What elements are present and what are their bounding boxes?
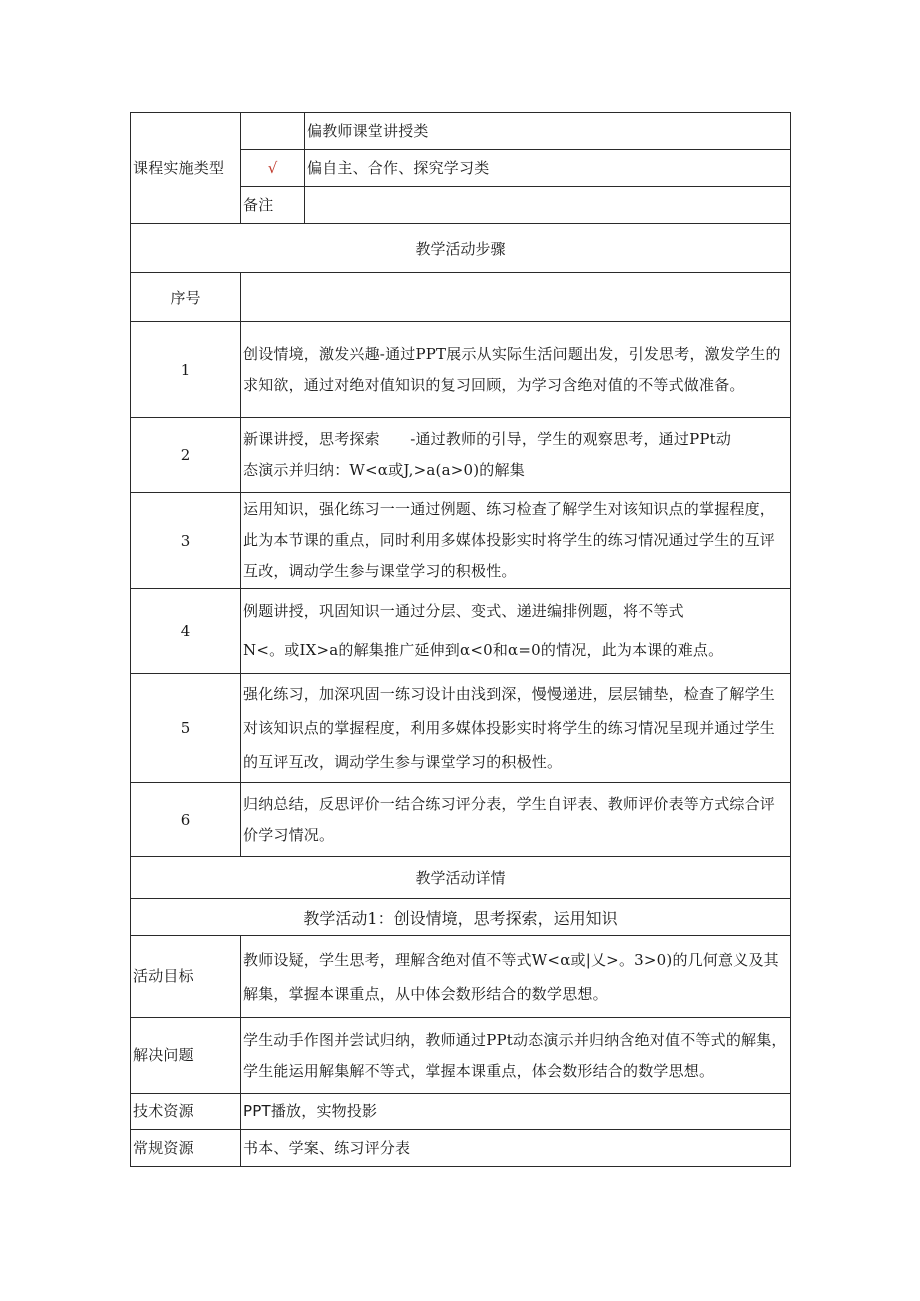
remark-label: 备注 bbox=[241, 187, 305, 224]
detail-label: 技术资源 bbox=[131, 1094, 241, 1130]
step-row bbox=[131, 322, 791, 418]
detail-label: 常规资源 bbox=[131, 1130, 241, 1167]
step-row bbox=[131, 418, 791, 493]
impl-option-1-mark bbox=[241, 113, 305, 150]
step-number: 6 bbox=[131, 783, 241, 857]
step-number: 5 bbox=[131, 674, 241, 783]
steps-title-row bbox=[131, 224, 791, 273]
impl-option-2-mark: √ bbox=[241, 150, 305, 187]
details-title: 教学活动详情 bbox=[131, 857, 791, 899]
detail-text: PPT播放，实物投影 bbox=[241, 1094, 791, 1130]
detail-text: 书本、学案、练习评分表 bbox=[241, 1130, 791, 1167]
step-text bbox=[241, 589, 791, 674]
step-text-line: 例题讲授，巩固知识一通过分层、变式、递进编排例题，将不等式 bbox=[243, 602, 684, 620]
details-title-row bbox=[131, 857, 791, 899]
impl-option-2-text: 偏自主、合作、探究学习类 bbox=[305, 150, 791, 187]
step-text bbox=[241, 418, 791, 493]
step-text: 归纳总结，反思评价一结合练习评分表，学生自评表、教师评价表等方式综合评价学习情况。 bbox=[241, 783, 791, 857]
impl-label: 课程实施类型 bbox=[131, 113, 241, 224]
step-number: 3 bbox=[131, 493, 241, 589]
impl-row-1 bbox=[131, 113, 791, 150]
step-row bbox=[131, 493, 791, 589]
step-row bbox=[131, 783, 791, 857]
detail-row bbox=[131, 1094, 791, 1130]
activity-title: 教学活动1：创设情境，思考探索，运用知识 bbox=[131, 899, 791, 936]
step-text-line: N<。或IX>a的解集推广延伸到α<0和α=0的情况，此为本课的难点。 bbox=[243, 641, 724, 659]
impl-option-1-text: 偏教师课堂讲授类 bbox=[305, 113, 791, 150]
detail-text: 学生动手作图并尝试归纳，教师通过PPt动态演示并归纳含绝对值不等式的解集，学生能运用解集解不等式，掌握本课重点，体会数形结合的数学思想。 bbox=[241, 1018, 791, 1094]
step-number: 1 bbox=[131, 322, 241, 418]
detail-label: 活动目标 bbox=[131, 936, 241, 1018]
step-row bbox=[131, 589, 791, 674]
step-number: 4 bbox=[131, 589, 241, 674]
detail-row bbox=[131, 1130, 791, 1167]
step-text: 强化练习，加深巩固一练习设计由浅到深，慢慢递进，层层铺垫，检查了解学生对该知识点的掌握程度，利用多媒体投影实时将学生的练习情况呈现并通过学生的互评互改，调动学生参与课堂学习的积极性。 bbox=[241, 674, 791, 783]
lesson-plan-table bbox=[130, 112, 791, 1167]
step-text-line: 新课讲授，思考探索 -通过教师的引导，学生的观察思考，通过PPt动 bbox=[243, 430, 732, 448]
index-header: 序号 bbox=[131, 273, 241, 322]
detail-row bbox=[131, 936, 791, 1018]
step-row bbox=[131, 674, 791, 783]
detail-label: 解决问题 bbox=[131, 1018, 241, 1094]
step-text: 创设情境，激发兴趣-通过PPT展示从实际生活问题出发，引发思考，激发学生的求知欲，通过对绝对值知识的复习回顾，为学习含绝对值的不等式做准备。 bbox=[241, 322, 791, 418]
step-text-line: 态演示并归纳：W<α或J,>a(a>0)的解集 bbox=[243, 461, 525, 479]
step-text: 运用知识，强化练习一一通过例题、练习检查了解学生对该知识点的掌握程度，此为本节课的重点，同时利用多媒体投影实时将学生的练习情况通过学生的互评互改，调动学生参与课堂学习的积极性。 bbox=[241, 493, 791, 589]
step-number: 2 bbox=[131, 418, 241, 493]
remark-value bbox=[305, 187, 791, 224]
steps-header-row bbox=[131, 273, 791, 322]
detail-row bbox=[131, 1018, 791, 1094]
activity-title-row bbox=[131, 899, 791, 936]
steps-title: 教学活动步骤 bbox=[131, 224, 791, 273]
detail-text: 教师设疑，学生思考，理解含绝对值不等式W<α或|乂>。3>0)的几何意义及其解集，掌握本课重点，从中体会数形结合的数学思想。 bbox=[241, 936, 791, 1018]
steps-header-content bbox=[241, 273, 791, 322]
